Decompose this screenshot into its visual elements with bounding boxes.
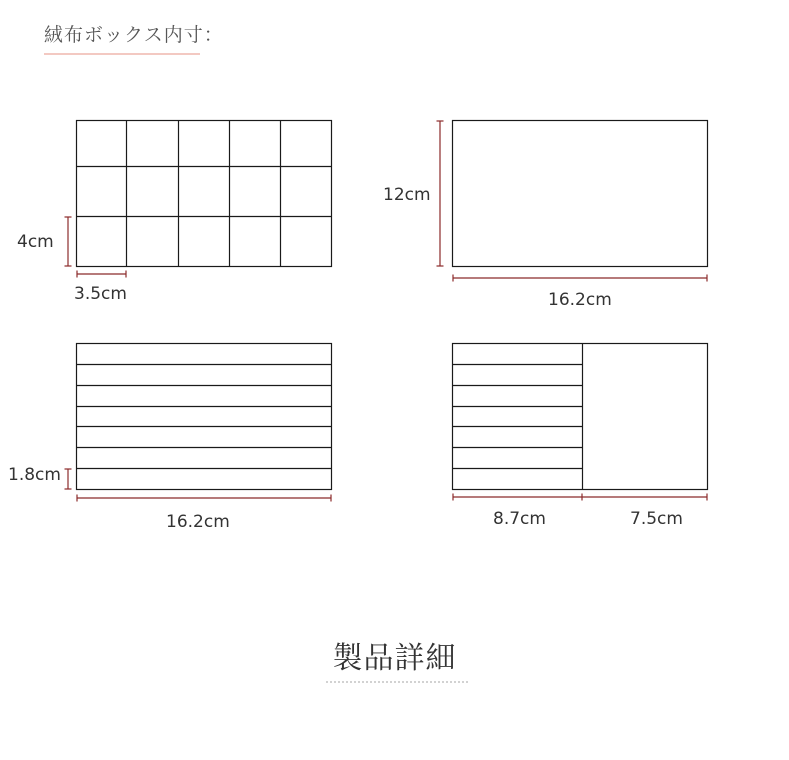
heading-decoration bbox=[326, 681, 468, 687]
product-details-heading: 製品詳細 bbox=[332, 641, 457, 676]
split-dimension-lines bbox=[453, 494, 707, 501]
split-tray-outline bbox=[453, 344, 708, 490]
single-tray-diagram bbox=[453, 121, 708, 267]
rows-height-label: 1.8cm bbox=[8, 465, 61, 485]
single-dimension-lines bbox=[437, 121, 708, 282]
split-left-width-label: 8.7cm bbox=[493, 509, 546, 529]
split-tray-diagram bbox=[453, 344, 708, 490]
split-right-width-label: 7.5cm bbox=[630, 509, 683, 529]
grid-tray-outline bbox=[77, 121, 332, 267]
grid-dimension-lines bbox=[65, 217, 127, 278]
rows-width-label: 16.2cm bbox=[166, 512, 230, 532]
grid-tray-diagram bbox=[77, 121, 332, 267]
rows-tray-outline bbox=[77, 344, 332, 490]
rows-dimension-lines bbox=[65, 469, 332, 502]
box-inner-size-title: 絨布ボックス内寸： bbox=[44, 24, 224, 46]
single-width-label: 16.2cm bbox=[548, 290, 612, 310]
single-tray-outline bbox=[453, 121, 708, 267]
rows-tray-diagram bbox=[77, 344, 332, 490]
single-height-label: 12cm bbox=[383, 185, 431, 205]
grid-width-label: 3.5cm bbox=[74, 284, 127, 304]
grid-height-label: 4cm bbox=[17, 232, 54, 252]
